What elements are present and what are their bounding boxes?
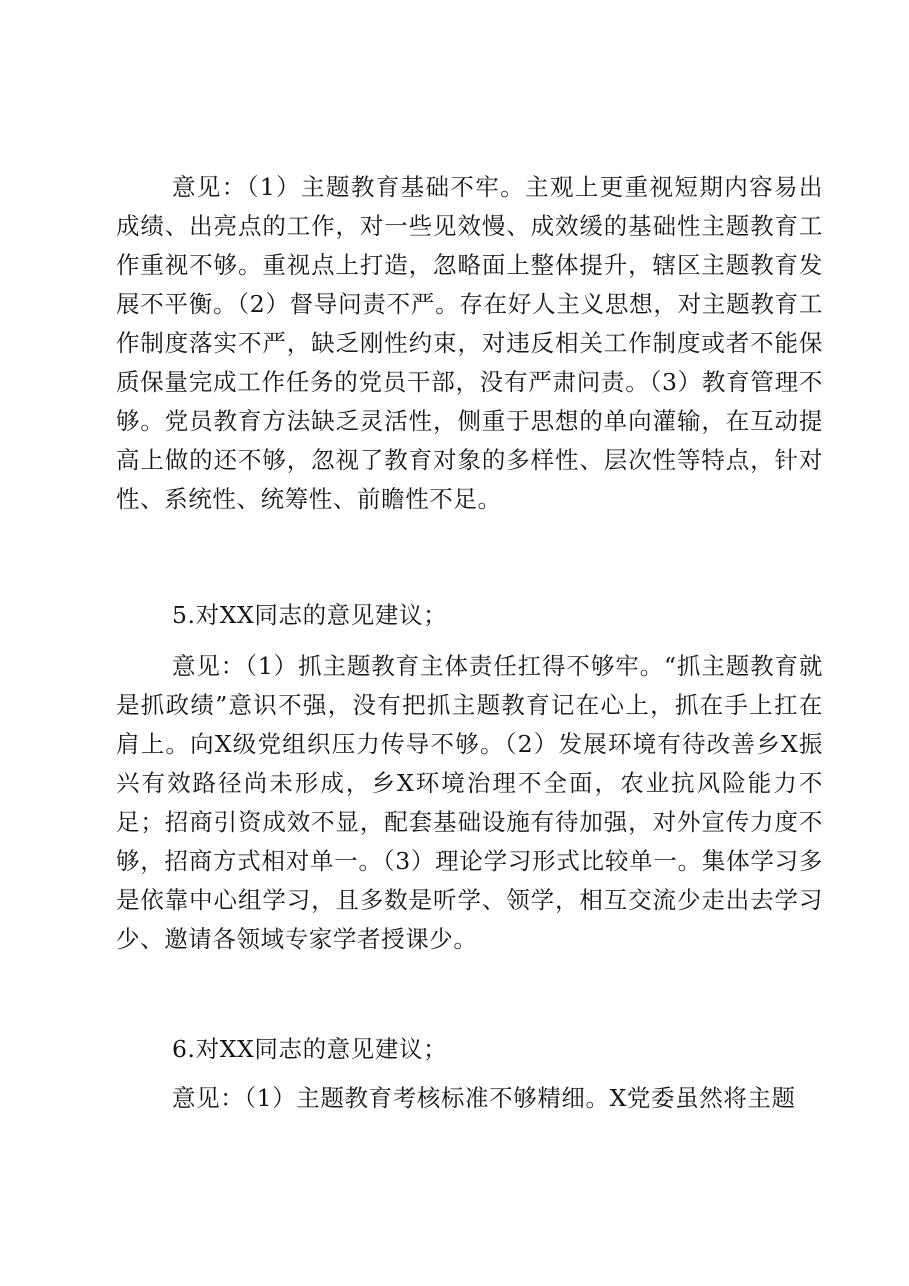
opinion-paragraph-2: 意见：（1）抓主题教育主体责任扛得不够牢。“抓主题教育就是抓政绩”意识不强，没有把抓主题教育记在心上，抓在手上扛在肩上。向X级党组织压力传导不够。（2）发展环境有待改善乡X振兴有效路径尚未形成，乡X环境治理不全面，农业抗风险能力不足；招商引资成效不显，配套基础设施有待加强，对外宣传力度不够，招商方式相对单一。（3）理论学习形式比较单一。集体学习多是依靠中心组学习，且多数是听学、领学，相互交流少走出去学习少、邀请各领域专家学者授课少。 xyxy=(116,652,823,953)
section-heading-5: 5.对XX同志的意见建议； xyxy=(172,601,448,629)
opinion-paragraph-3: 意见：（1）主题教育考核标准不够精细。X党委虽然将主题 xyxy=(172,1084,796,1112)
section-heading-6: 6.对XX同志的意见建议； xyxy=(172,1035,448,1063)
opinion-paragraph-1: 意见：（1）主题教育基础不牢。主观上更重视短期内容易出成绩、出亮点的工作，对一些见效慢、成效缓的基础性主题教育工作重视不够。重视点上打造，忽略面上整体提升，辖区主题教育发展不平衡。（2）督导问责不严。存在好人主义思想，对主题教育工作制度落实不严，缺乏刚性约束，对违反相关工作制度或者不能保质保量完成工作任务的党员干部，没有严肃问责。（3）教育管理不够。党员教育方法缺乏灵活性，侧重于思想的单向灌输，在互动提高上做的还不够，忽视了教育对象的多样性、层次性等特点，针对性、系统性、统筹性、前瞻性不足。 xyxy=(116,173,823,513)
